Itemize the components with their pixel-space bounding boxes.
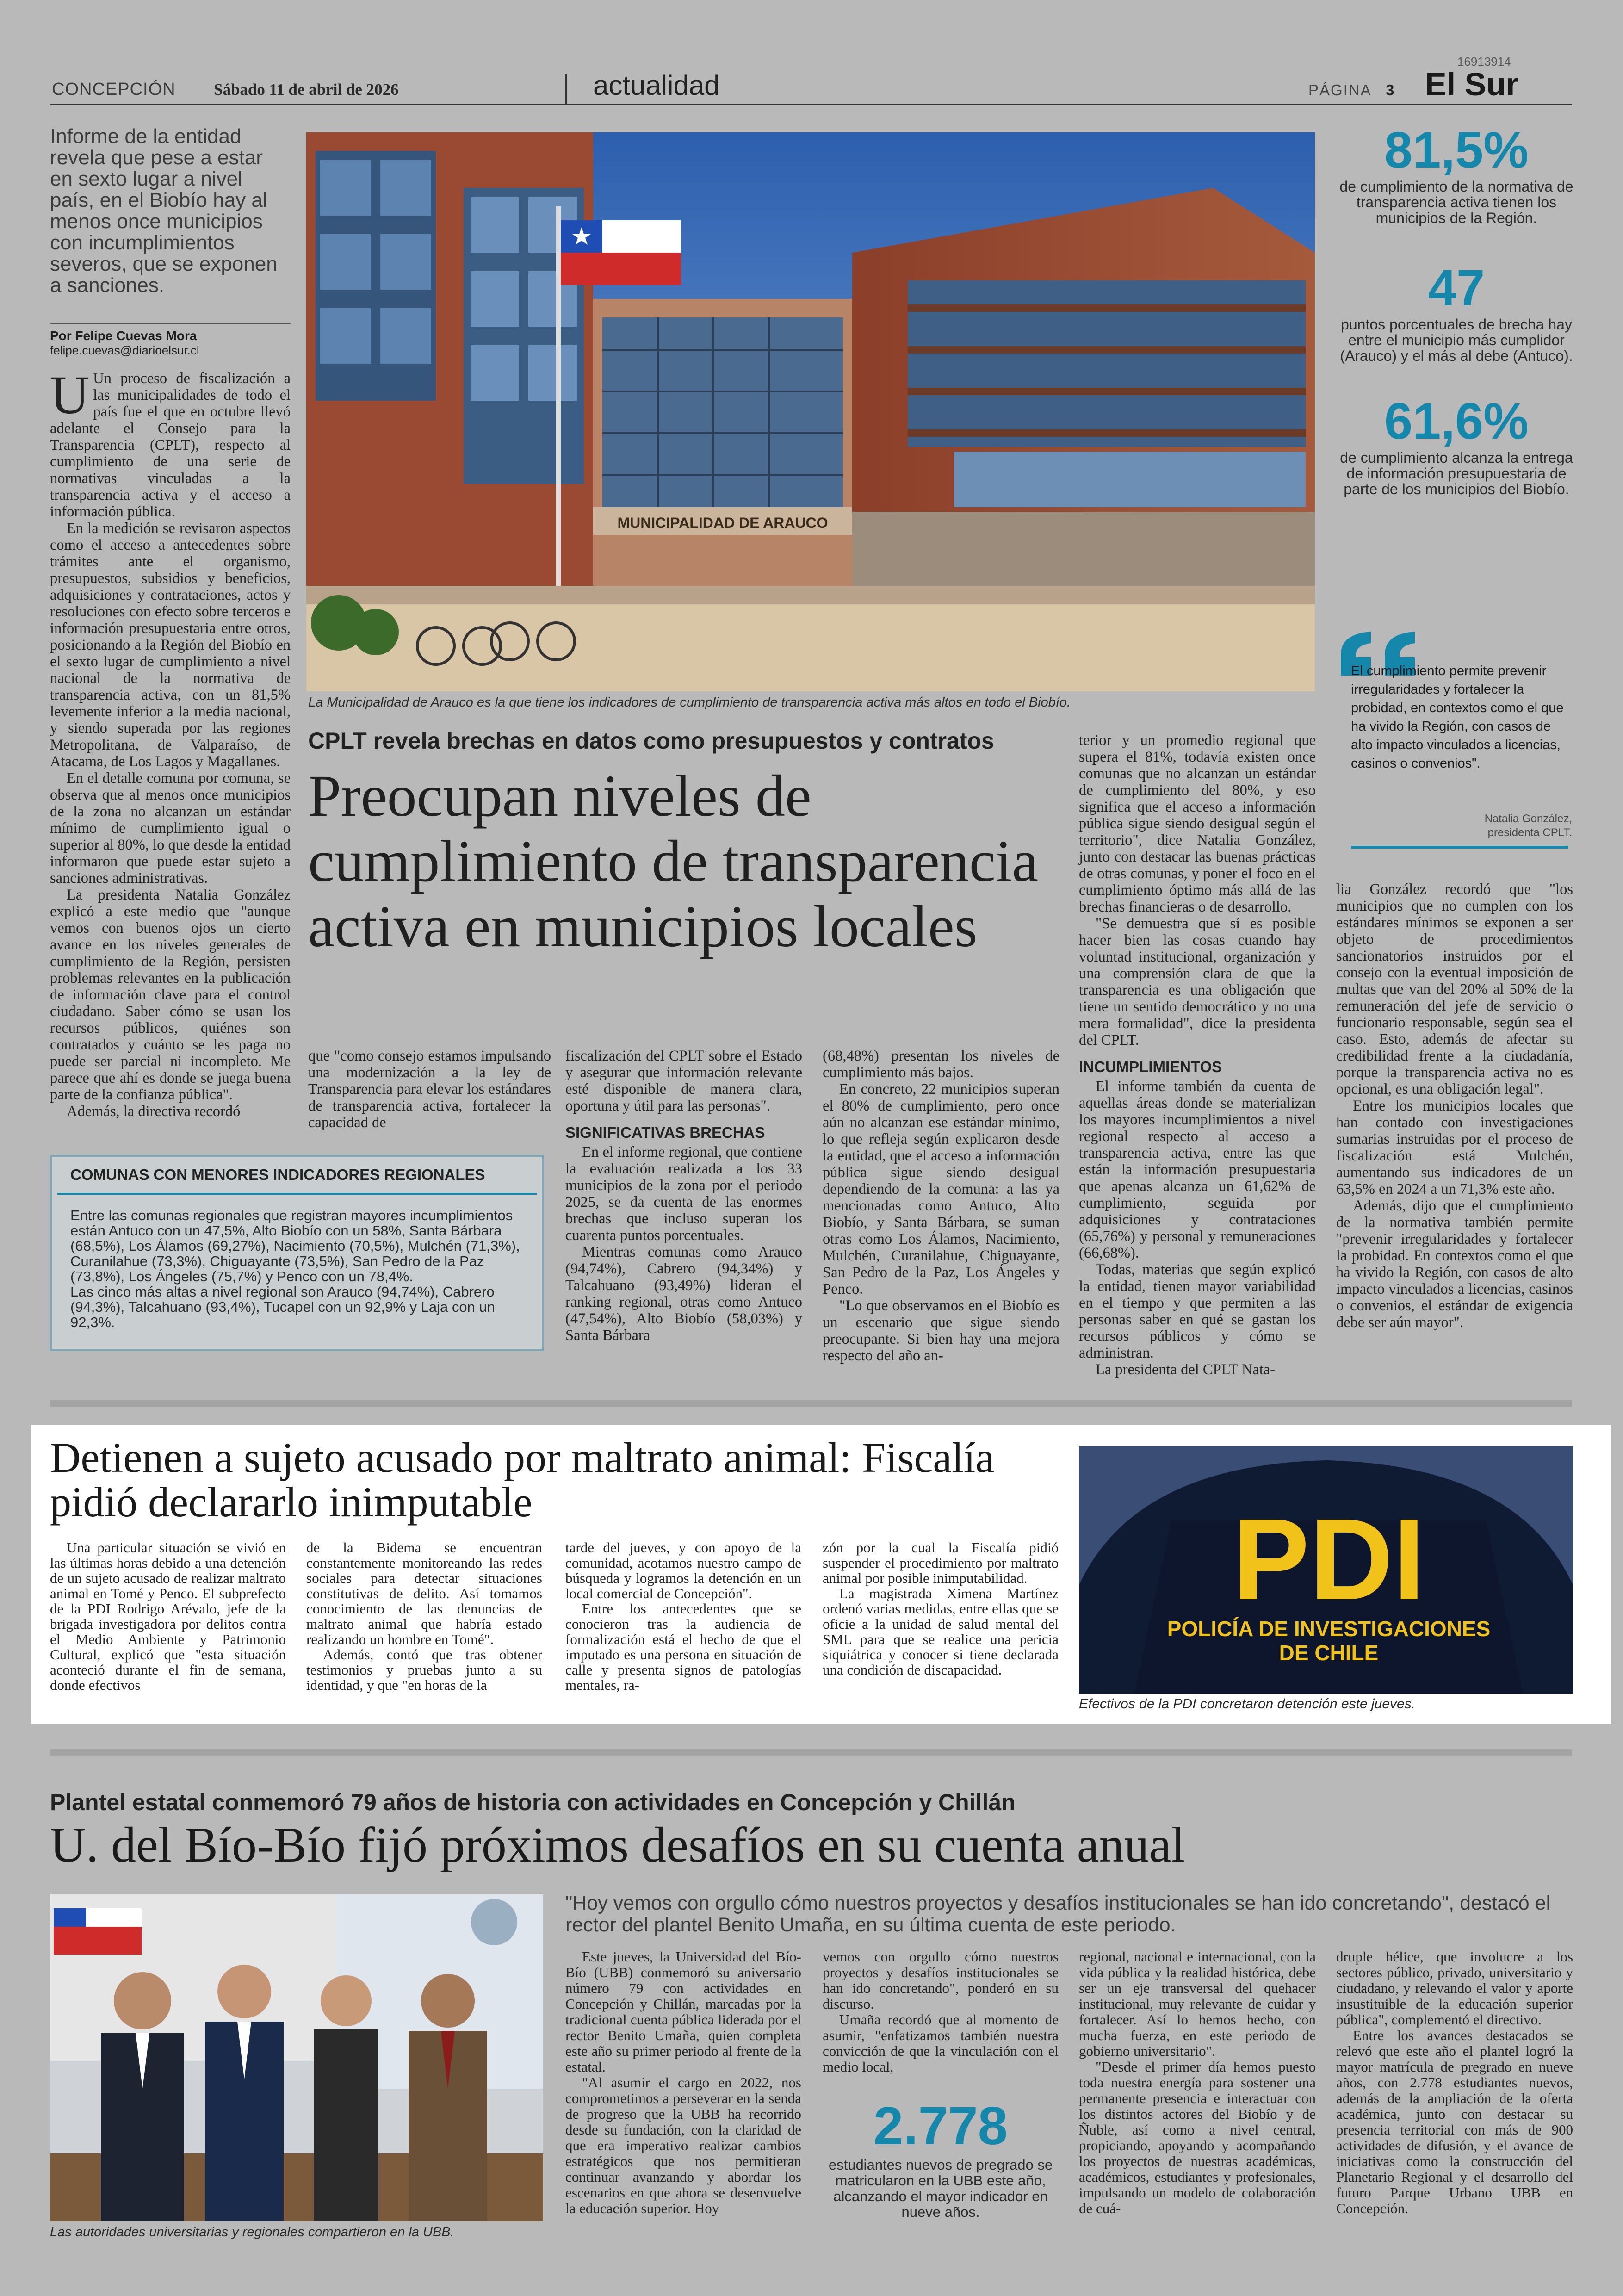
header-page-number: 3 (1386, 81, 1394, 99)
lead-paragraph: Informe de la entidad revela que pese a estar en sexto lugar a nivel país, en el Biobío hay al menos once municipios con incumplimientos severos, que se exponen a sanciones. (50, 125, 278, 297)
section-separator-2 (50, 1749, 1572, 1756)
box-paragraph-2: Las cinco más altas a nivel regional son Arauco (94,74%), Cabrero (94,3%), Talcahuano (93,4%), Tucapel con un 92,9% y Laja con un 92,3%. (70, 1284, 495, 1330)
article2-column-4 (823, 1540, 1059, 1677)
enrollment-stat-value: 2.778 (873, 2096, 1008, 2156)
article2-column-1 (50, 1540, 286, 1693)
article3-headline: U. del Bío-Bío fijó próximos desafíos en su cuenta anual (50, 1818, 1185, 1873)
brand-logo: El Sur (1425, 66, 1519, 102)
article1-col1-p1-text: Un proceso de fiscalización a las municipalidades de todo el país fue el que en octubre llevó adelante el Consejo para la Transparencia (CPLT), respecto al cumplimiento de una serie de normativas vinculadas a la transparencia activa y el acceso a información pública. (50, 370, 291, 520)
article2-col2-p2: Además, contó que tras obtener testimonios y pruebas junto a su identidad, y que "en horas de la (306, 1646, 542, 1693)
article3-col1-p2: "Al asumir el cargo en 2022, nos comprometimos a perseverar en la senda de progreso que la UBB ha recorrido desde su fundación, con la claridad de que era imperativo realizar cambios estratégicos que nos permitieran continuar avanzando y abordar los escenarios en que ahora se desenvuelve la educación superior. Hoy (565, 2074, 801, 2216)
article3-col3-p2: "Desde el primer día hemos puesto toda nuestra energía para sostener una permanente presencia e interactuar con los distintos actores del Biobío y de Ñuble, así como a nivel central, propiciando, apoyando y acompañando los proyectos de nuestras académicas, académicos, estudiantes y profesionales, impulsando un modelo de colaboración de cuá- (1079, 2059, 1316, 2216)
photo-caption: La Municipalidad de Arauco es la que tiene los indicadores de cumplimiento de transparencia activa más altos en todo el Biobío. (308, 695, 1071, 710)
article2-col1-p1: Una particular situación se vivió en las últimas horas debido a una detención de un sujeto acusado de realizar maltrato animal en Tomé y Penco. El subprefecto de la PDI Rodrigo Arévalo, jefe de la brigada investigadora por delitos contra el Medio Ambiente y Patrimonio Cultural, explicó que "esta situación aconteció durante el fin de semana, donde efectivos (50, 1539, 286, 1693)
header-date: Sábado 11 de abril de 2026 (214, 81, 399, 99)
ubb-caption: Las autoridades universitarias y regionales compartieron en la UBB. (50, 2225, 454, 2240)
ubb-authorities-photo (50, 1894, 543, 2221)
byline-rule (50, 323, 291, 324)
article2-col3-p1: tarde del jueves, y con apoyo de la comunidad, acotamos nuestro campo de búsqueda y logramos la detención en un local comercial de Concepción". (565, 1539, 801, 1601)
enrollment-stat-text: estudiantes nuevos de pregrado se matricularon en la UBB este año, alcanzando el mayor indicador en nueve años. (828, 2157, 1053, 2220)
quote-author: Natalia González, (1484, 813, 1572, 825)
article3-col4-p2: Entre los avances destacados se relevó que este año el plantel logró la mayor matrícula de pregrado en nueve años, con 2.778 estudiantes nuevos, además de la ampliación de la oferta académica, junto con destacar su presencia territorial con más de 900 actividades de difusión, y el avance de iniciativas como la construcción del Planetario Regional y el desarrollo del futuro Parque Urbano UBB en Concepción. (1336, 2027, 1573, 2216)
article3-column-2 (823, 1949, 1059, 2075)
stat-text-3: de cumplimiento alcanza la entrega de información presupuestaria de parte de los municipios del Biobío. (1340, 449, 1573, 497)
header-city: CONCEPCIÓN (52, 80, 176, 99)
pull-quote (1336, 629, 1572, 839)
quote-role: presidenta CPLT. (1487, 826, 1572, 839)
article1-col1-p4: La presidenta Natalia González explicó a este medio que "aunque vemos con buenos ojos un cierto avance en los niveles generales de cumplimiento de la Región, persisten problemas relevantes en la publicación de información clave para el control ciudadano. Saber cómo se usan los recursos públicos, quiénes son contratados y cuánto se les paga no puede ser parcial ni incompleto. Me parece que ahí es donde se juega buena parte de la confianza pública". (50, 887, 291, 1103)
article1-column-3 (565, 1048, 802, 1344)
article1-col6-p1: lia González recordó que "los municipios que no cumplen con los estándares mínimos se exponen a ser objeto de procedimientos sancionatorios instruidos por el consejo con la eventual imposición de multas que van del 20% al 50% de la remuneración del jefe de servicio o funcionario responsable, según sea el caso. Esto, además de afectar su credibilidad frente a la ciudadanía, porque la transparencia activa no es opcional, es una obligación legal". (1336, 881, 1573, 1098)
header-code: 16913914 (1457, 55, 1511, 68)
enrollment-stat (823, 2096, 1059, 2220)
article3-column-1 (565, 1949, 801, 2216)
header-separator (565, 74, 567, 105)
article1-col4-p2: En concreto, 22 municipios superan el 80% de cumplimiento, pero once aún no alcanzan ese estándar mínimo, lo que refleja según explicaron desde la entidad, que el acceso a información pública sigue siendo desigual dependiendo de la comuna: a las ya mencionadas como Antuco, Alto Biobío, y Santa Bárbara, se suman otras como Los Álamos, Nacimiento, Mulchén, Curanilahue, Chiguayante, San Pedro de la Paz, Los Ángeles y Penco. (823, 1081, 1059, 1297)
flag-chile-icon (561, 220, 681, 285)
stat-value-2: 47 (1428, 260, 1485, 316)
article1-col3-p1: fiscalización del CPLT sobre el Estado y asegurar que información relevante esté disponible de manera clara, oportuna y útil para las personas". (565, 1048, 802, 1114)
article1-subhead-brechas: SIGNIFICATIVAS BRECHAS (565, 1124, 765, 1141)
quote-text: El cumplimiento permite prevenir irregularidades y fortalecer la probidad, en contextos como el que ha vivido la Región, con casos de alto impacto vinculados a licencias, casinos o convenios". (1351, 664, 1564, 771)
header-section: actualidad (593, 70, 720, 101)
article1-col1-p3: En el detalle comuna por comuna, se observa que al menos once municipios de la zona no alcanzan un estándar mínimo de cumplimiento igual o superior al 80%, lo que desde la entidad informaron que puede estar sujeto a sanciones administrativas. (50, 770, 291, 887)
article1-col1-p2: En la medición se revisaron aspectos como el acceso a antecedentes sobre trámites ante el organismo, presupuestos, subsidios y beneficios, adquisiciones y contrataciones, actos y resoluciones con efecto sobre terceros e información presupuestaria entre otros, posicionando a la Región del Biobío en el sexto lugar de cumplimiento a nivel nacional de la normativa de transparencia activa, con un 81,5% levemente inferior a la media nacional, y siendo superada por las regiones Metropolitana, de Valparaíso, de Atacama, de Los Lagos y Magallanes. (50, 520, 291, 770)
article1-col3-p3: Mientras comunas como Arauco (94,74%), Cabrero (94,34%) y Talcahuano (93,49%) lideran el ranking regional, otras como Antuco (47,54%), Alto Biobío (58,03%) y Santa Bárbara (565, 1244, 802, 1344)
article1-col3-p2: En el informe regional, que contiene la evaluación realizada a los 33 municipios de la zona por el periodo 2025, se da cuenta de las enormes brechas que incluso superan los cuarenta puntos porcentuales. (565, 1144, 802, 1244)
drop-cap: U (50, 365, 90, 425)
box-title-rule (57, 1193, 537, 1195)
article1-col6-p3: Además, dijo que el cumplimiento de la normativa también permite "prevenir irregularidades y fortalecer la probidad. En contextos como el que ha vivido la Región, con casos de alto impacto vinculados a licencias, casinos o convenios, el estándar de exigencia debe ser aún mayor". (1336, 1198, 1573, 1331)
article1-col5-p1: terior y un promedio regional que supera el 81%, todavía existen once comunas que no alcanzan un estándar de cumplimiento del 80%, y eso significa que el acceso a información pública sigue siendo desigual según el territorio", dice Natalia González, junto con destacar las buenas prácticas de otras comunas, y poner el foco en el cumplimiento óptimo más allá de las brechas financieras o de desarrollo. (1079, 732, 1316, 915)
article2-col4-p1: zón por la cual la Fiscalía pidió suspender el procedimiento por maltrato animal por posible inimputabilidad. (823, 1539, 1059, 1586)
article2-col2-p1: de la Bidema se encuentran constantemente monitoreando las redes sociales para detectar situaciones constitutivas de delito. Así tomamos conocimiento de las denuncias de maltrato animal que habría estado realizando un hombre en Tomé". (306, 1539, 542, 1647)
article3-col2-p1: vemos con orgullo cómo nuestros proyectos y desafíos institucionales se han ido concretando", ponderó en su discurso. (823, 1948, 1059, 2012)
article1-col2-p1: que "como consejo estamos impulsando una modernización a la ley de Transparencia para elevar los estándares de transparencia activa, fortalecer la capacidad de (308, 1048, 551, 1131)
article3-col4-p1: druple hélice, que involucre a los sectores público, privado, universitario y ciudadano, y relevando el valor y aporte insustituible de la educación superior pública", complementó el directivo. (1336, 1948, 1573, 2028)
quote-underline (1351, 846, 1568, 849)
pdi-text-line-1: POLICÍA DE INVESTIGACIONES (1167, 1617, 1491, 1641)
stat-text-2: puntos porcentuales de brecha hay entre el municipio más cumplidor (Arauco) y el más al debe (Antuco). (1340, 316, 1573, 364)
pdi-big-text: PDI (1232, 1495, 1425, 1624)
article1-col5-p3: El informe también da cuenta de aquellas áreas donde se materializan los mayores incumplimientos a nivel regional respecto al acceso a transparencia activa, entre las que están la información presupuestaria que apenas alcanza un 61,62% de cumplimiento, seguida por adquisiciones y contrataciones (65,76%) y personal y remuneraciones (66,68%). (1079, 1078, 1316, 1261)
article2-col4-p2: La magistrada Ximena Martínez ordenó varias medidas, entre ellas que se oficie a la unidad de salud mental del SML para que se realice una pericia siquiátrica y conocer si tiene declarada una condición de discapacidad. (823, 1585, 1059, 1678)
article1-col5-p2: "Se demuestra que sí es posible hacer bien las cosas cuando hay voluntad institucional, organización y una comprensión clara de que la transparencia es una obligación que tiene un sentido democrático y no una mera formalidad", dice la presidenta del CPLT. (1079, 915, 1316, 1049)
article2-column-3 (565, 1540, 801, 1693)
header-page-label: PÁGINA (1308, 81, 1372, 99)
article1-column-5 (1079, 732, 1316, 1378)
article1-col6-p2: Entre los municipios locales que han contado con investigaciones sumarias instruidas por el proceso de fiscalización está Mulchén, aumentando sus indicadores de un 63,5% en 2024 a un 71,3% este año. (1336, 1098, 1573, 1198)
stat-value-3: 61,6% (1384, 393, 1529, 450)
article1-col1-p1 (50, 365, 291, 520)
article1-col4-p1: (68,48%) presentan los niveles de cumplimiento más bajos. (823, 1048, 1059, 1081)
pdi-text-line-2: DE CHILE (1279, 1641, 1379, 1665)
article2-col3-p2: Entre los antecedentes que se conocieron tras la audiencia de formalización está el hecho de que el imputado es una persona en situación de calle y presenta signos de patologías mentales, ra- (565, 1601, 801, 1693)
article1-column-1 (50, 365, 291, 1120)
article1-headline: Preocupan niveles de cumplimiento de transparencia activa en municipios locales (308, 763, 1039, 959)
article3-column-4 (1336, 1949, 1573, 2216)
byline: Por Felipe Cuevas Mora (50, 329, 197, 343)
article1-column-4 (823, 1048, 1059, 1364)
article1-col5-p5: La presidenta del CPLT Nata- (1096, 1361, 1276, 1378)
article2-headline: Detienen a sujeto acusado por maltrato animal: Fiscalía pidió declararlo inimputable (50, 1434, 995, 1526)
municipality-photo (306, 132, 1315, 691)
article3-col2-p2: Umaña recordó que al momento de asumir, "enfatizamos también nuestra convicción de que la vinculación con el medio local, (823, 2011, 1059, 2075)
byline-email: felipe.cuevas@diarioelsur.cl (50, 343, 199, 357)
pdi-caption: Efectivos de la PDI concretaron detención este jueves. (1079, 1696, 1416, 1712)
header-rule (50, 104, 1572, 105)
article3-col3-p1: regional, nacional e internacional, con la vida pública y la realidad histórica, debe ser un eje transversal del quehacer institucional, muy relevante de cuidar y fortalecer. Así lo hemos hecho, con mucha fuerza, en este periodo de gobierno universitario". (1079, 1948, 1316, 2059)
article1-column-2 (308, 1048, 551, 1131)
article1-column-6 (1336, 881, 1573, 1331)
article1-col1-p5: Además, la directiva recordó (67, 1103, 241, 1120)
article3-column-3 (1079, 1949, 1316, 2216)
box-paragraph-1: Entre las comunas regionales que registran mayores incumplimientos están Antuco con un 47,5%, Alto Biobío con un 58%, Santa Bárbara (68,5%), Los Álamos (69,27%), Nacimiento (70,5%), Mulchén (71,3%), Curanilahue (73,3%), Chiguayante (73,5%), San Pedro de la Paz (73,8%), Los Ángeles (75,7%) y Penco con un 78,4%. (70, 1207, 520, 1285)
article3-pullquote: "Hoy vemos con orgullo cómo nuestros proyectos y desafíos institucionales se han ido concretando", destacó el rector del plantel Benito Umaña, en su última cuenta de este periodo. (565, 1892, 1551, 1936)
article3-kicker: Plantel estatal conmemoró 79 años de historia con actividades en Concepción y Chillán (50, 1789, 1016, 1815)
article1-kicker: CPLT revela brechas en datos como presupuestos y contratos (308, 728, 994, 754)
photo-sign-text: MUNICIPALIDAD DE ARAUCO (617, 515, 828, 531)
section-separator (50, 1400, 1572, 1407)
stats-sidebar (1336, 122, 1577, 497)
article1-col4-p3: "Lo que observamos en el Biobío es un escenario que sigue siendo preocupante. Si bien hay una mejora respecto del año an- (823, 1297, 1059, 1364)
article3-col1-p1: Este jueves, la Universidad del Bío-Bío (UBB) conmemoró su aniversario número 79 con actividades en Concepción y Chillán, marcadas por la tradicional cuenta pública liderada por el rector Benito Umaña, quien completa este año su primer periodo al frente de la estatal. (565, 1948, 801, 2075)
article2-column-2 (306, 1540, 542, 1693)
pdi-photo (1079, 1446, 1573, 1694)
stat-text-1: de cumplimiento de la normativa de transparencia activa tienen los municipios de la Región. (1339, 178, 1573, 226)
article1-col5-p4: Todas, materias que según explicó la entidad, tienen mayor variabilidad en el tiempo y que permiten a las personas saber en qué se gastan los recursos públicos y cómo se administran. (1079, 1261, 1316, 1361)
article1-subhead-incumplimientos: INCUMPLIMIENTOS (1079, 1058, 1222, 1075)
box-title: COMUNAS CON MENORES INDICADORES REGIONALES (70, 1166, 485, 1183)
lowest-indicators-box (50, 1155, 544, 1351)
stat-value-1: 81,5% (1384, 122, 1529, 179)
